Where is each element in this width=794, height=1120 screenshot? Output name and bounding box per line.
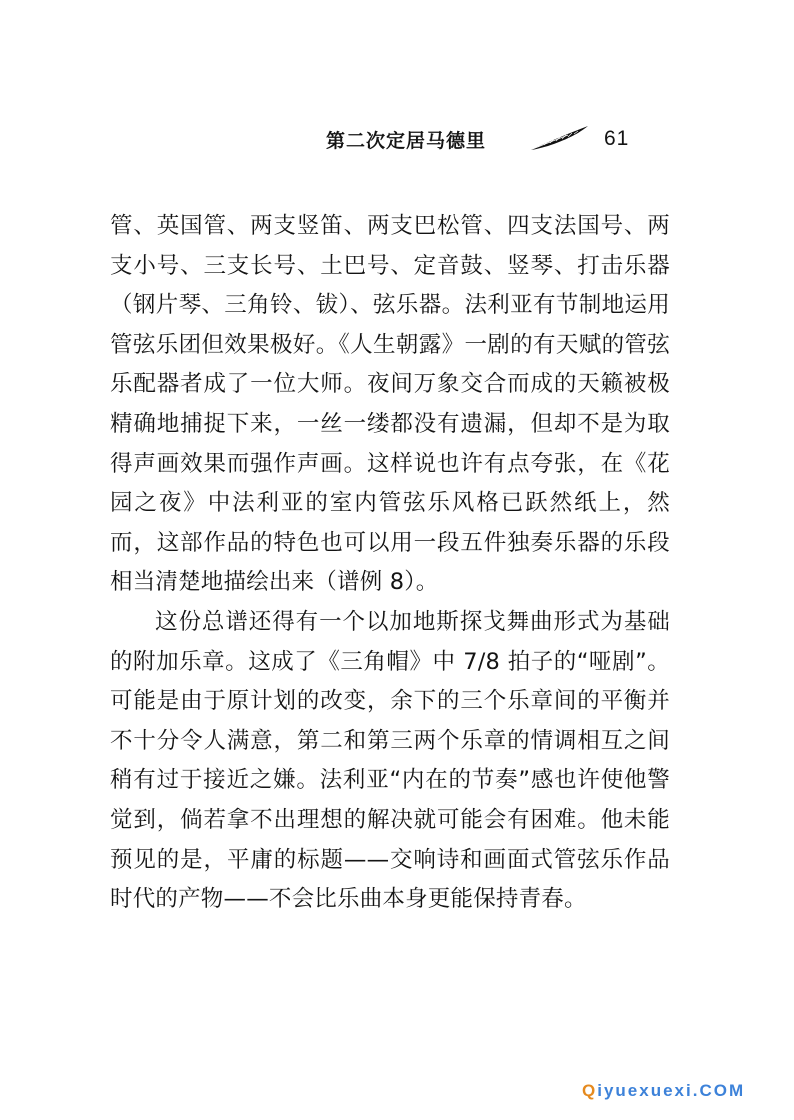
watermark-text: iyuexuexi.COM <box>597 1081 746 1100</box>
paragraph-1: 管、英国管、两支竖笛、两支巴松管、四支法国号、两支小号、三支长号、土巴号、定音鼓、竖琴、打击乐器（钢片琴、三角铃、钹）、弦乐器。法利亚有节制地运用管弦乐团但效果极好。《人生朝露》一剧的有天赋的管弦乐配器者成了一位大师。夜间万象交合而成的天籁被极精确地捕捉下来，一丝一缕都没有遗漏，但却不是为取得声画效果而强作声画。这样说也许有点夸张，在《花园之夜》中法利亚的室内管弦乐风格已跃然纸上，然而，这部作品的特色也可以用一段五件独奏乐器的乐段相当清楚地描绘出来（谱例 8）。 <box>110 213 670 596</box>
running-title: 第二次定居马德里 <box>326 130 487 152</box>
site-watermark <box>582 1081 745 1101</box>
watermark-prefix: Q <box>582 1081 598 1100</box>
body-text <box>110 207 670 920</box>
quill-pen-icon <box>528 124 590 152</box>
page-header <box>0 124 794 158</box>
paragraph-2: 这份总谱还得有一个以加地斯探戈舞曲形式为基础的附加乐章。这成了《三角帽》中 7/8 拍子的“哑剧”。可能是由于原计划的改变，余下的三个乐章间的平衡并不十分令人满意，第二和第三两个乐章的情调相互之间稍有过于接近之嫌。法利亚“内在的节奏”感也许使他警觉到，倘若拿不出理想的解决就可能会有困难。他未能预见的是，平庸的标题——交响诗和画面式管弦乐作品时代的产物——不会比乐曲本身更能保持青春。 <box>110 608 670 913</box>
page-number: 61 <box>604 127 630 150</box>
